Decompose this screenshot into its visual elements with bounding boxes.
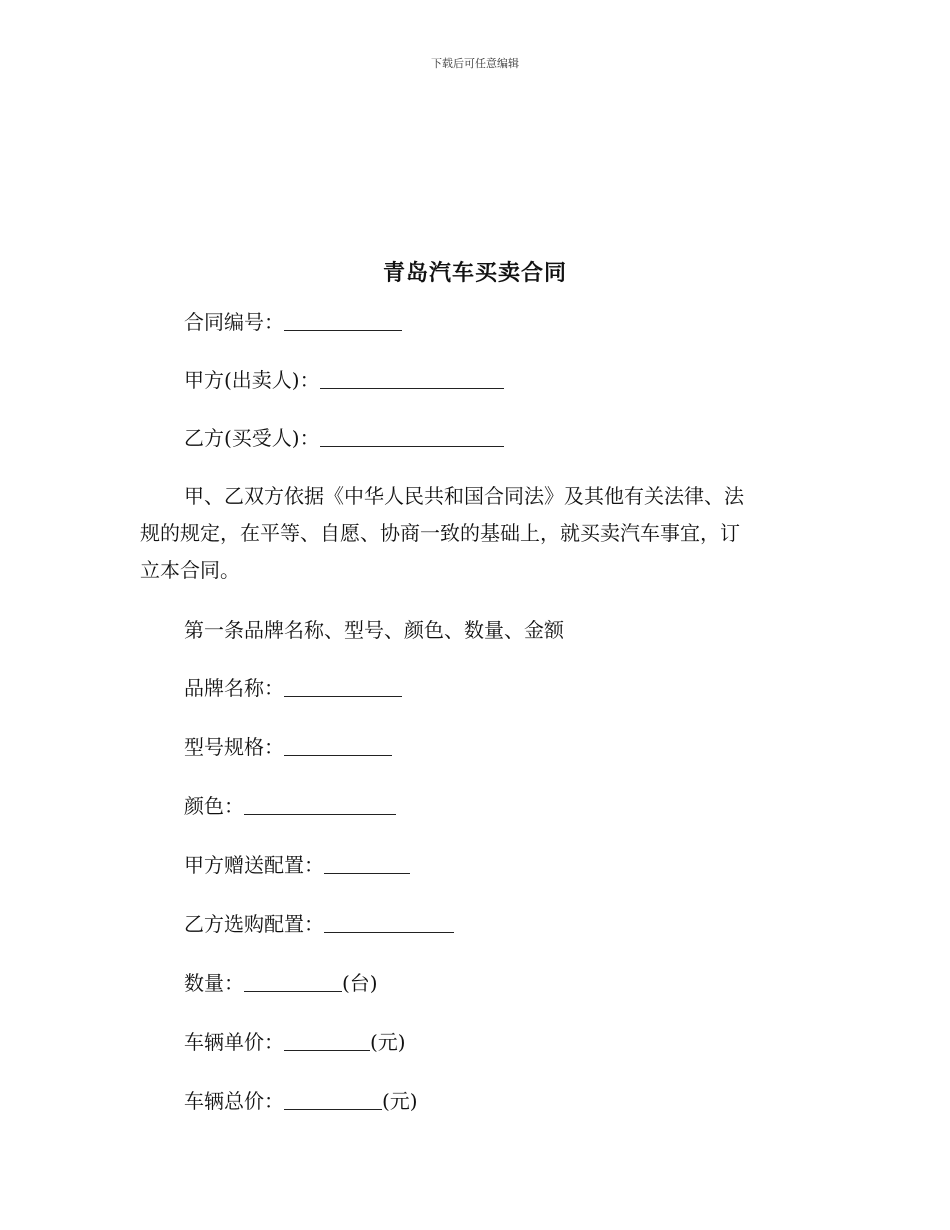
color-line bbox=[184, 796, 396, 816]
color-blank[interactable] bbox=[244, 796, 396, 815]
brand-label: 品牌名称： bbox=[184, 676, 284, 700]
quantity-blank[interactable] bbox=[244, 973, 342, 992]
optional-config-line bbox=[184, 914, 454, 934]
model-line bbox=[184, 737, 392, 757]
intro-line: 规的规定，在平等、自愿、协商一致的基础上，就买卖汽车事宜，订 bbox=[140, 521, 740, 545]
total-price-blank[interactable] bbox=[284, 1091, 382, 1110]
brand-line bbox=[184, 678, 402, 698]
intro-line: 甲、乙双方依据《中华人民共和国合同法》及其他有关法律、法 bbox=[184, 484, 744, 508]
party-b-line bbox=[184, 428, 504, 448]
document-title: 青岛汽车买卖合同 bbox=[382, 260, 567, 286]
gift-config-line bbox=[184, 855, 410, 875]
contract-number-blank[interactable] bbox=[284, 312, 402, 331]
party-a-label: 甲方(出卖人)： bbox=[184, 368, 320, 392]
quantity-line bbox=[184, 973, 378, 993]
article1-heading: 第一条品牌名称、型号、颜色、数量、金额 bbox=[184, 618, 564, 642]
quantity-label: 数量： bbox=[184, 971, 244, 995]
unit-price-line bbox=[184, 1032, 406, 1052]
optional-config-label: 乙方选购配置： bbox=[184, 912, 324, 936]
party-b-label: 乙方(买受人)： bbox=[184, 426, 320, 450]
unit-price-unit: (元) bbox=[370, 1030, 406, 1054]
party-b-blank[interactable] bbox=[320, 428, 504, 447]
party-a-line bbox=[184, 370, 504, 390]
gift-config-label: 甲方赠送配置： bbox=[184, 853, 324, 877]
optional-config-blank[interactable] bbox=[324, 914, 454, 933]
total-price-label: 车辆总价： bbox=[184, 1089, 284, 1113]
header-note: 下载后可任意编辑 bbox=[431, 57, 519, 70]
unit-price-blank[interactable] bbox=[284, 1032, 370, 1051]
contract-number-label: 合同编号： bbox=[184, 310, 284, 334]
unit-price-label: 车辆单价： bbox=[184, 1030, 284, 1054]
brand-blank[interactable] bbox=[284, 678, 402, 697]
total-price-unit: (元) bbox=[382, 1089, 418, 1113]
quantity-unit: (台) bbox=[342, 971, 378, 995]
party-a-blank[interactable] bbox=[320, 370, 504, 389]
intro-line: 立本合同。 bbox=[140, 558, 240, 582]
intro-paragraph bbox=[140, 478, 800, 589]
color-label: 颜色： bbox=[184, 794, 244, 818]
gift-config-blank[interactable] bbox=[324, 855, 410, 874]
model-label: 型号规格： bbox=[184, 735, 284, 759]
contract-number-line bbox=[184, 312, 402, 332]
total-price-line bbox=[184, 1091, 418, 1111]
model-blank[interactable] bbox=[284, 737, 392, 756]
